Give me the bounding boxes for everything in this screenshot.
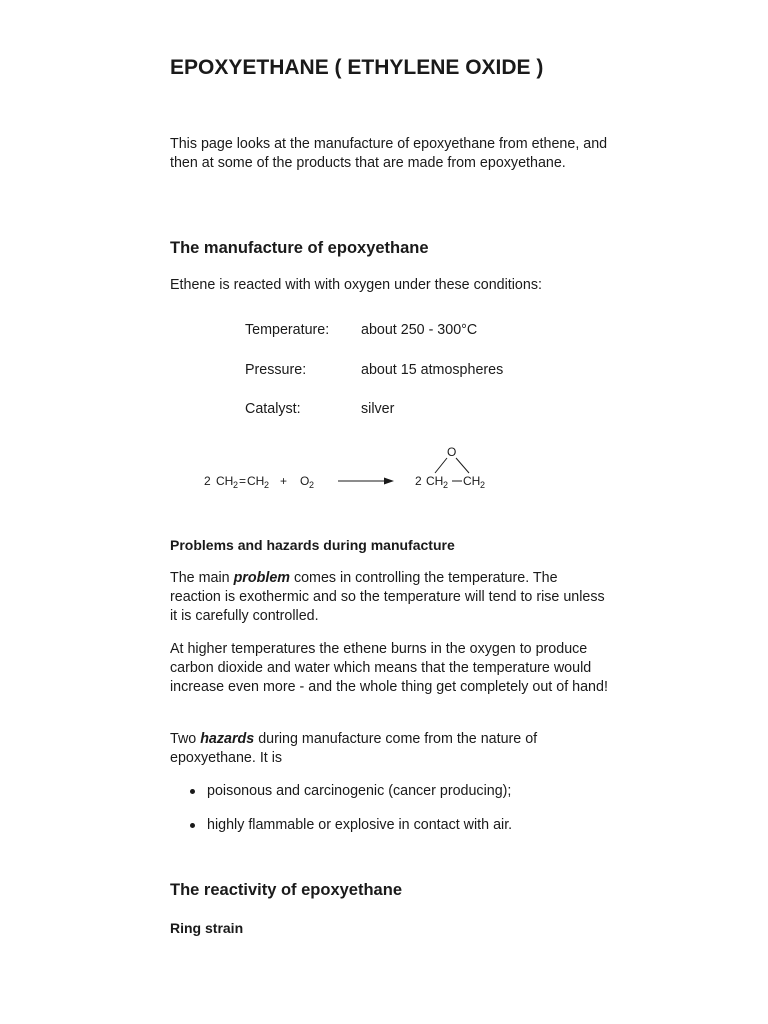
condition-label: Temperature:	[245, 322, 330, 338]
text-run: comes in controlling the temperature. The reaction is exothermic and so the temperature will tend to rise unless it is carefully controlled.	[170, 570, 605, 624]
problems-paragraph-3	[170, 730, 610, 768]
manufacture-heading: The manufacture of epoxyethane	[170, 239, 429, 257]
condition-label: Catalyst:	[245, 401, 301, 417]
ring-carbon-1: CH	[426, 474, 444, 488]
ethene-double-bond: =	[239, 474, 247, 488]
bullet-icon	[190, 823, 195, 828]
condition-row-catalyst	[245, 400, 394, 419]
ring-co-bond-right	[456, 458, 469, 473]
condition-label: Pressure:	[245, 362, 307, 378]
list-item	[170, 816, 512, 835]
problems-paragraph-1	[170, 569, 610, 626]
condition-value: about 250 - 300°C	[361, 322, 478, 338]
ring-strain-heading: Ring strain	[170, 920, 244, 936]
reaction-arrow-icon	[384, 478, 394, 485]
ethene-carbon-1-sub: 2	[233, 480, 239, 490]
ethene-carbon-2-sub: 2	[264, 480, 270, 490]
condition-row-pressure	[245, 361, 503, 380]
page-title: EPOXYETHANE ( ETHYLENE OXIDE )	[170, 56, 544, 79]
bullet-icon	[190, 789, 195, 794]
intro-paragraph: This page looks at the manufacture of epoxyethane from ethene, and then at some of the products that are made from epoxyethane.	[170, 136, 608, 171]
ring-oxygen: O	[447, 445, 457, 459]
manufacture-lead: Ethene is reacted with with oxygen under these conditions:	[170, 277, 542, 293]
ring-carbon-2: CH	[463, 474, 481, 488]
ring-carbon-1-sub: 2	[443, 480, 449, 490]
list-item-text: poisonous and carcinogenic (cancer producing);	[207, 783, 512, 799]
lhs-coefficient: 2	[204, 474, 211, 488]
ethene-carbon-1: CH	[216, 474, 234, 488]
ethene-carbon-2: CH	[247, 474, 265, 488]
problems-heading: Problems and hazards during manufacture	[170, 537, 455, 553]
reactivity-heading: The reactivity of epoxyethane	[170, 881, 402, 899]
condition-row-temperature	[245, 321, 477, 340]
list-item	[170, 782, 511, 801]
condition-value: silver	[361, 401, 395, 417]
list-item-text: highly flammable or explosive in contact with air.	[207, 817, 513, 833]
ring-co-bond-left	[435, 458, 447, 473]
condition-value: about 15 atmospheres	[361, 362, 504, 378]
text-run: Two	[170, 731, 201, 747]
text-run: during manufacture come from the nature of epoxyethane. It is	[170, 731, 538, 766]
plus-sign: +	[280, 474, 288, 488]
equation-diagram	[200, 440, 500, 500]
emphasis-hazards: hazards	[200, 731, 255, 747]
reaction-equation	[200, 440, 500, 500]
emphasis-problem: problem	[233, 570, 290, 586]
rhs-coefficient: 2	[415, 474, 422, 488]
text-run: The main	[170, 570, 234, 586]
problems-paragraph-2: At higher temperatures the ethene burns in the oxygen to produce carbon dioxide and water which means that the temperature would increase even more - and the whole thing get completely out of hand!	[170, 641, 608, 695]
oxygen-molecule: O	[300, 474, 310, 488]
ring-carbon-2-sub: 2	[480, 480, 486, 490]
oxygen-sub: 2	[309, 480, 315, 490]
